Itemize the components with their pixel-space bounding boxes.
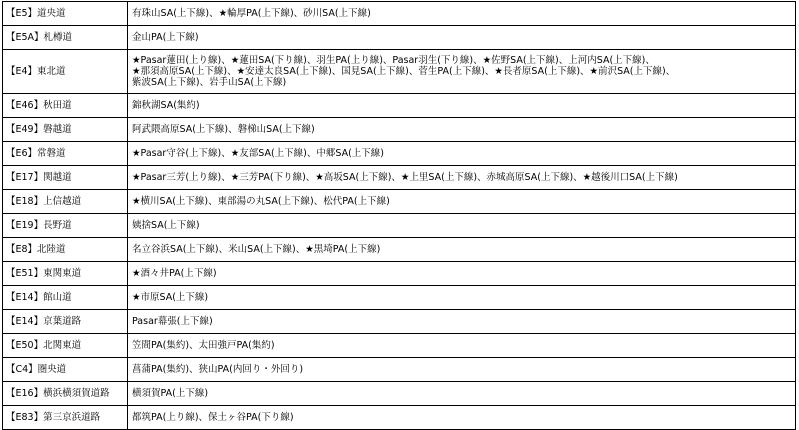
table-row: [3, 142, 796, 166]
table-row: [3, 214, 796, 238]
facility-list: [128, 286, 796, 310]
facility-list: [128, 334, 796, 358]
table-row: [3, 310, 796, 334]
facility-list: [128, 214, 796, 238]
facility-line: 都筑PA(上り線)、保土ヶ谷PA(下り線): [132, 412, 294, 423]
facility-line: 有珠山SA(上下線)、★輪厚PA(上下線)、砂川SA(上下線): [132, 8, 371, 19]
facility-list: [128, 26, 796, 50]
facility-line: 錦秋湖SA(集約): [132, 100, 200, 111]
facility-line: 菖蒲PA(集約)、狭山PA(内回り・外回り): [132, 364, 304, 375]
route-name: 【E18】上信越道: [3, 190, 128, 214]
route-name: 【E49】磐越道: [3, 118, 128, 142]
facility-line: ★Pasar蓮田(上り線)、★蓮田SA(下り線)、羽生PA(上り線)、Pasar羽生(下り線)、★佐野SA(上下線)、上河内SA(上下線)、: [132, 55, 655, 66]
facility-list: [128, 50, 796, 94]
facility-line: 横須賀PA(上下線): [132, 388, 209, 399]
facility-line: 姨捨SA(上下線): [132, 220, 200, 231]
table-row: [3, 286, 796, 310]
table-body: [3, 2, 796, 430]
route-name: 【E83】第三京浜道路: [3, 406, 128, 430]
facility-list: [128, 94, 796, 118]
facility-line: 笠間PA(集約)、太田強戸PA(集約): [132, 340, 275, 351]
route-name: 【E50】北関東道: [3, 334, 128, 358]
facility-line: Pasar幕張(上下線): [132, 316, 213, 327]
facility-list: [128, 238, 796, 262]
table-row: [3, 166, 796, 190]
route-name: 【E19】長野道: [3, 214, 128, 238]
facility-line: 金山PA(上下線): [132, 32, 199, 43]
table-row: [3, 26, 796, 50]
facility-list: [128, 382, 796, 406]
rest-area-table: [2, 1, 796, 430]
facility-list: [128, 190, 796, 214]
table-row: [3, 238, 796, 262]
facility-list: [128, 262, 796, 286]
facility-line: ★那須高原SA(上下線)、★安達太良SA(上下線)、国見SA(上下線)、菅生PA(上下線)、★長者原SA(上下線)、★前沢SA(上下線)、: [132, 66, 676, 77]
facility-list: [128, 118, 796, 142]
table-row: [3, 94, 796, 118]
facility-line: 名立谷浜SA(上下線)、米山SA(上下線)、★黒埼PA(上下線): [132, 244, 381, 255]
facility-line: ★酒々井PA(上下線): [132, 268, 217, 279]
facility-line: ★市原SA(上下線): [132, 292, 209, 303]
table-row: [3, 334, 796, 358]
route-name: 【E5A】札樽道: [3, 26, 128, 50]
route-name: 【E5】道央道: [3, 2, 128, 26]
table-row: [3, 50, 796, 94]
route-name: 【E8】北陸道: [3, 238, 128, 262]
facility-list: [128, 142, 796, 166]
table-row: [3, 2, 796, 26]
table-row: [3, 358, 796, 382]
route-name: 【E16】横浜横須賀道路: [3, 382, 128, 406]
route-name: 【E4】東北道: [3, 50, 128, 94]
route-name: 【E46】秋田道: [3, 94, 128, 118]
table-row: [3, 262, 796, 286]
facility-line: 紫波SA(上下線)、岩手山SA(上下線): [132, 77, 287, 88]
facility-line: ★Pasar守谷(上下線)、★友部SA(上下線)、中郷SA(上下線): [132, 148, 384, 159]
facility-line: ★Pasar三芳(上り線)、★三芳PA(下り線)、★高坂SA(上下線)、★上里SA(上下線)、赤城高原SA(上下線)、★越後川口SA(上下線): [132, 172, 678, 183]
route-name: 【E14】館山道: [3, 286, 128, 310]
route-name: 【E14】京葉道路: [3, 310, 128, 334]
facility-line: 阿武隈高原SA(上下線)、磐梯山SA(上下線): [132, 124, 315, 135]
route-name: 【C4】圏央道: [3, 358, 128, 382]
facility-line: ★横川SA(上下線)、東部湯の丸SA(上下線)、松代PA(上下線): [132, 196, 390, 207]
table-row: [3, 190, 796, 214]
facility-list: [128, 2, 796, 26]
facility-list: [128, 406, 796, 430]
facility-list: [128, 310, 796, 334]
route-name: 【E17】関越道: [3, 166, 128, 190]
route-name: 【E51】東関東道: [3, 262, 128, 286]
table-row: [3, 382, 796, 406]
facility-list: [128, 166, 796, 190]
route-name: 【E6】常磐道: [3, 142, 128, 166]
table-row: [3, 118, 796, 142]
facility-list: [128, 358, 796, 382]
table-row: [3, 406, 796, 430]
